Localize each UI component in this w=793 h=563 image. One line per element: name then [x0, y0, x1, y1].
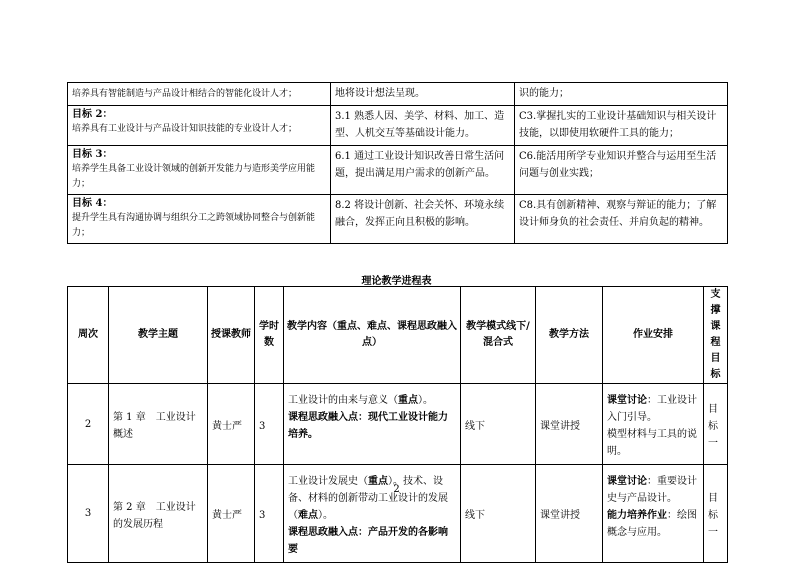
- content-cell: [284, 465, 461, 563]
- method-cell: 课堂讲授: [536, 384, 603, 465]
- objective-cell: [68, 195, 331, 244]
- hours-cell: 3: [255, 465, 284, 563]
- difficult-point: 难点: [298, 510, 318, 521]
- content-text: 工业设计发展史（: [288, 476, 368, 487]
- objective-text: 提升学生具有沟通协调与组织分工之跨领域协同整合与创新能力；: [72, 213, 316, 238]
- objective-label: 目标 4：: [72, 198, 113, 209]
- objective-row: [68, 106, 728, 146]
- ability-cell: 识的能力；: [515, 83, 728, 106]
- content-text: ）。技术、设备、材料的创新带动工业设计的发展（: [288, 476, 448, 521]
- objective-row: [68, 195, 728, 244]
- homework-cell: [603, 465, 704, 563]
- goal-cell: 目标一: [704, 465, 728, 563]
- teacher-cell: 黄士严: [208, 384, 255, 465]
- header-teacher: 授课教师: [208, 287, 255, 384]
- header-method: 教学方法: [536, 287, 603, 384]
- objective-text: 培养学生具备工业设计领域的创新开发能力与造形美学应用能力；: [72, 164, 316, 189]
- schedule-table: [67, 286, 728, 563]
- hours-cell: 3: [255, 384, 284, 465]
- header-homework: 作业安排: [603, 287, 704, 384]
- politics-label: 课程思政融入点：: [288, 412, 368, 423]
- key-point: 重点: [398, 395, 418, 406]
- content-text: ）。: [318, 510, 333, 521]
- objective-text: 培养具有工业设计与产品设计知识技能的专业设计人才；: [72, 124, 298, 134]
- mode-cell: 线下: [461, 465, 536, 563]
- key-point: 重点: [368, 476, 388, 487]
- objective-row: [68, 83, 728, 106]
- method-cell: 课堂讲授: [536, 465, 603, 563]
- politics-label: 课程思政融入点：: [288, 527, 368, 538]
- header-content: 教学内容（重点、难点、课程思政融入点）: [284, 287, 461, 384]
- topic-cell: 第 1 章 工业设计概述: [109, 384, 208, 465]
- teacher-cell: 黄士严: [208, 465, 255, 563]
- objective-cell: [68, 106, 331, 146]
- week-cell: 2: [68, 384, 109, 465]
- homework-text: ：重要设计史与产品设计。: [607, 476, 697, 504]
- ability-cell: C6.能活用所学专业知识并整合与运用至生活问题与创业实践；: [515, 146, 728, 195]
- objective-cell: [68, 83, 331, 106]
- homework-label: 课堂讨论: [607, 476, 647, 487]
- header-mode: 教学模式线下/混合式: [461, 287, 536, 384]
- homework-text: ：绘图概念与应用。: [607, 510, 697, 538]
- schedule-header-row: [68, 287, 728, 384]
- objectives-table: [67, 82, 728, 244]
- objective-label: 目标 3：: [72, 149, 113, 160]
- header-topic: 教学主题: [109, 287, 208, 384]
- schedule-caption: 理论教学进程表: [361, 276, 432, 287]
- competence-cell: 8.2 将设计创新、社会关怀、环境永续融合，发挥正向且积极的影响。: [331, 195, 515, 244]
- week-cell: 3: [68, 465, 109, 563]
- page-number: 2: [393, 484, 400, 495]
- politics-text: 产品开发的各影响要: [288, 527, 448, 555]
- homework-cell: [603, 384, 704, 465]
- objective-cell: [68, 146, 331, 195]
- competence-cell: 3.1 熟悉人因、美学、材料、加工、造型、人机交互等基础设计能力。: [331, 106, 515, 146]
- content-text: ）。: [418, 395, 433, 406]
- objective-row: [68, 146, 728, 195]
- mode-cell: 线下: [461, 384, 536, 465]
- ability-cell: C3.掌握扎实的工业设计基础知识与相关设计技能，以即使用软硬件工具的能力；: [515, 106, 728, 146]
- topic-cell: 第 2 章 工业设计的发展历程: [109, 465, 208, 563]
- content-cell: [284, 384, 461, 465]
- goal-cell: 目标一: [704, 384, 728, 465]
- header-hours: 学时数: [255, 287, 284, 384]
- competence-cell: 地将设计想法呈现。: [331, 83, 515, 106]
- schedule-row: [68, 384, 728, 465]
- content-text: 工业设计的由来与意义（: [288, 395, 398, 406]
- header-goal: 支撑课程目标: [704, 287, 728, 384]
- homework-text: ：工业设计入门引导。: [607, 395, 697, 423]
- objective-text: 培养具有智能制造与产品设计相结合的智能化设计人才；: [72, 89, 298, 99]
- politics-text: 现代工业设计能力培养。: [288, 412, 448, 440]
- homework-text: 模型材料与工具的说明。: [607, 429, 697, 457]
- schedule-row: [68, 465, 728, 563]
- header-week: 周次: [68, 287, 109, 384]
- homework-label: 课堂讨论: [607, 395, 647, 406]
- objective-label: 目标 2：: [72, 109, 113, 120]
- homework-label: 能力培养作业: [607, 510, 667, 521]
- ability-cell: C8.具有创新精神、观察与辩证的能力；了解设计师身负的社会责任、并肩负起的精神。: [515, 195, 728, 244]
- competence-cell: 6.1 通过工业设计知识改善日常生活问题，提出满足用户需求的创新产品。: [331, 146, 515, 195]
